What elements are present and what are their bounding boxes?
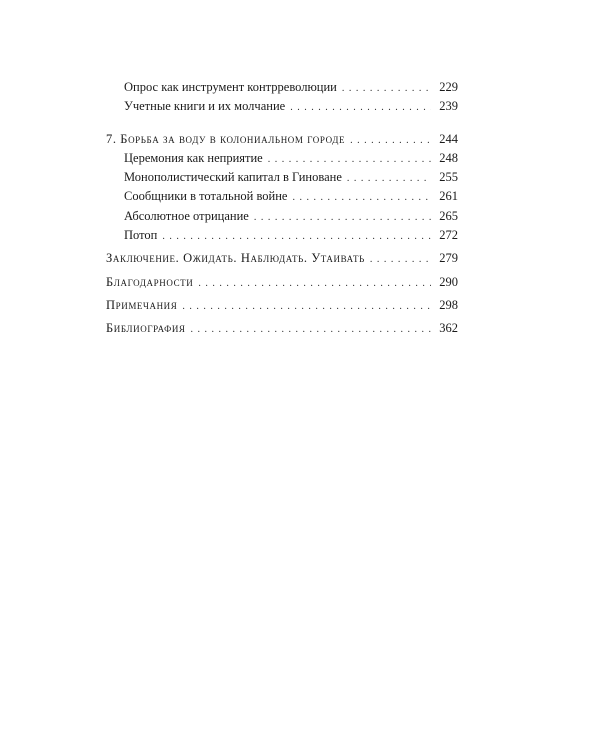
- leader-dots: [162, 226, 431, 246]
- toc-acknowledgements-page: 290: [439, 274, 458, 289]
- toc-entry-page: 272: [439, 228, 458, 243]
- toc-entry: [106, 97, 458, 116]
- toc-notes-title: Примечания: [106, 297, 178, 312]
- toc-notes: [106, 296, 458, 315]
- toc-entry-title: Учетные книги и их молчание: [124, 99, 286, 114]
- leader-dots: [347, 168, 431, 188]
- toc-entry: [106, 168, 458, 187]
- toc-notes-page: 298: [439, 297, 458, 312]
- toc-entry: [106, 226, 458, 245]
- toc-entry-page: 229: [439, 80, 458, 94]
- toc-entry-title: Потоп: [124, 228, 158, 243]
- toc-chapter-heading: [106, 130, 458, 149]
- toc-conclusion: [106, 249, 458, 268]
- toc-bibliography: [106, 319, 458, 338]
- leader-dots: [290, 97, 431, 117]
- toc-chapter-page: 244: [439, 131, 458, 146]
- toc-conclusion-page: 279: [439, 251, 458, 266]
- toc-acknowledgements: [106, 273, 458, 292]
- toc-entry: [106, 187, 458, 206]
- leader-dots: [268, 149, 431, 169]
- toc-chapter-title: 7. Борьба за воду в колониальном городе: [106, 131, 346, 146]
- toc-entry-page: 248: [439, 150, 458, 165]
- toc-entry: [106, 149, 458, 168]
- leader-dots: [292, 187, 431, 207]
- leader-dots: [370, 249, 431, 269]
- leader-dots: [254, 207, 431, 227]
- leader-dots: [350, 130, 431, 150]
- toc-entry-title: Опрос как инструмент контрреволюции: [124, 80, 337, 94]
- toc-bibliography-page: 362: [439, 321, 458, 336]
- toc-entry-title: Монополистический капитал в Гиноване: [124, 170, 342, 185]
- toc-entry-page: 265: [439, 208, 458, 223]
- toc-entry-page: 239: [439, 99, 458, 114]
- leader-dots: [182, 296, 431, 316]
- leader-dots: [198, 273, 431, 293]
- toc-acknowledgements-title: Благодарности: [106, 274, 194, 289]
- toc-entry: [106, 207, 458, 226]
- spacer: [106, 117, 458, 130]
- toc-entry-title: Абсолютное отрицание: [124, 208, 249, 223]
- leader-dots: [191, 319, 431, 339]
- toc-entry-title: Церемония как неприятие: [124, 150, 263, 165]
- toc-entry-page: 261: [439, 189, 458, 204]
- toc-entry: [106, 78, 458, 97]
- toc-entry-page: 255: [439, 170, 458, 185]
- leader-dots: [342, 78, 431, 98]
- toc-bibliography-title: Библиография: [106, 321, 186, 336]
- toc-entry-title: Сообщники в тотальной войне: [124, 189, 288, 204]
- toc-conclusion-title: Заключение. Ожидать. Наблюдать. Утаивать: [106, 251, 365, 266]
- table-of-contents: [106, 78, 458, 339]
